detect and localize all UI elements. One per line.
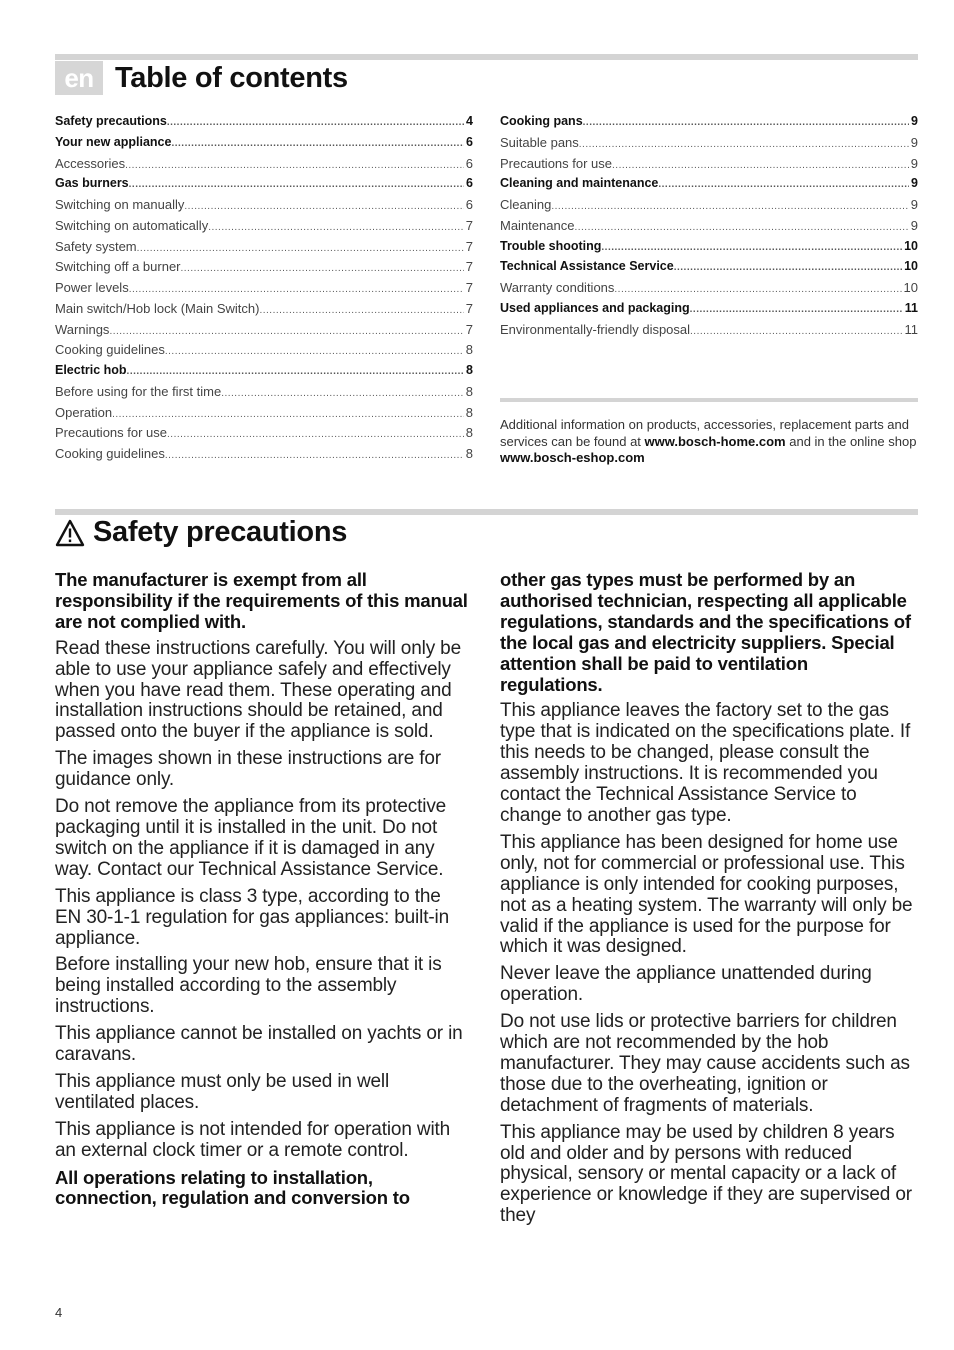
toc-dot-leader xyxy=(125,160,464,171)
toc-entry-label: Gas burners xyxy=(55,176,129,191)
toc-dot-leader xyxy=(167,429,464,440)
toc-dot-leader xyxy=(221,388,464,399)
info-note xyxy=(500,417,918,467)
toc-dot-leader xyxy=(601,242,902,253)
toc-entry-label: Precautions for use xyxy=(500,155,613,171)
bold-paragraph: other gas types must be performed by an authorised technician, respecting all applicable regulations, standards and the specifications of the local gas and electricity suppliers. Special attention shall be paid to ventilation regulations. xyxy=(500,569,911,695)
toc-entry-page: 9 xyxy=(911,114,918,128)
toc-entry[interactable] xyxy=(500,280,918,301)
toc-entry-label: Cooking guidelines xyxy=(55,342,165,358)
body-paragraph: The images shown in these instructions are for guidance only. xyxy=(55,748,441,791)
link-bosch-home[interactable]: www.bosch-home.com xyxy=(644,433,786,449)
warning-triangle-icon xyxy=(55,519,85,547)
toc-entry-page: 6 xyxy=(465,155,473,171)
toc-entry-label: Your new appliance xyxy=(55,134,172,149)
toc-entry[interactable] xyxy=(500,135,918,156)
toc-entry-page: 10 xyxy=(904,259,918,274)
toc-entry-label: Main switch/Hob lock (Main Switch) xyxy=(55,300,260,316)
toc-entry[interactable] xyxy=(500,239,918,260)
toc-dot-leader xyxy=(109,326,463,337)
toc-entry-label: Environmentally-friendly disposal xyxy=(500,321,691,337)
toc-dot-leader xyxy=(690,326,902,337)
language-tag: en xyxy=(55,61,103,95)
toc-entry[interactable] xyxy=(500,156,918,177)
toc-right-column xyxy=(500,114,918,342)
body-paragraph: This appliance cannot be installed on yachts or in caravans. xyxy=(55,1023,463,1066)
toc-dot-leader xyxy=(167,117,464,128)
toc-entry[interactable] xyxy=(55,135,473,156)
toc-entry[interactable] xyxy=(500,218,918,239)
toc-dot-leader xyxy=(112,409,464,420)
toc-entry[interactable] xyxy=(55,322,473,343)
toc-entry-page: 7 xyxy=(465,300,473,316)
toc-entry-page: 7 xyxy=(465,321,473,337)
toc-entry[interactable] xyxy=(500,114,918,135)
toc-entry-label: Before using for the first time xyxy=(55,383,222,399)
toc-entry-page: 8 xyxy=(465,404,473,420)
toc-dot-leader xyxy=(574,222,908,233)
toc-dot-leader xyxy=(208,222,464,233)
body-paragraph: Never leave the appliance unattended during operation. xyxy=(500,963,872,1006)
toc-entry[interactable] xyxy=(500,322,918,343)
toc-entry[interactable] xyxy=(500,259,918,280)
toc-entry-label: Safety precautions xyxy=(55,114,167,128)
toc-entry-label: Trouble shooting xyxy=(500,238,602,253)
toc-entry-label: Cleaning and maintenance xyxy=(500,176,659,191)
info-rule xyxy=(500,398,918,402)
toc-entry-label: Warranty conditions xyxy=(500,280,615,295)
toc-dot-leader xyxy=(674,262,902,273)
toc-entry-page: 8 xyxy=(465,446,473,461)
toc-dot-leader xyxy=(184,201,463,212)
body-paragraph: This appliance is class 3 type, according to the EN 30-1-1 regulation for gas appliances: built-in appliance. xyxy=(55,885,449,949)
toc-dot-leader xyxy=(127,366,465,377)
toc-dot-leader xyxy=(579,139,909,150)
toc-entry-label: Cooking guidelines xyxy=(55,446,165,461)
toc-entry-label: Warnings xyxy=(55,321,110,337)
toc-entry-label: Suitable pans xyxy=(500,134,579,150)
toc-dot-leader xyxy=(614,284,901,295)
toc-left-column xyxy=(55,114,473,467)
safety-heading xyxy=(55,516,347,549)
toc-entry-label: Switching off a burner xyxy=(55,259,181,275)
toc-dot-leader xyxy=(129,284,464,295)
toc-header xyxy=(55,60,348,96)
toc-entry[interactable] xyxy=(55,176,473,197)
toc-entry-label: Switching on automatically xyxy=(55,217,209,233)
toc-entry-label: Operation xyxy=(55,404,113,420)
toc-dot-leader xyxy=(612,160,909,171)
toc-entry-page: 7 xyxy=(465,259,473,275)
toc-entry[interactable] xyxy=(55,384,473,405)
toc-entry-label: Technical Assistance Service xyxy=(500,259,674,274)
body-paragraph: This appliance has been designed for home use only, not for commercial or professional use. This appliance is only intended for cooking purposes, not as a heating system. The warranty will only be valid if the appliance is used for the purpose for which it was designed. xyxy=(500,831,913,958)
toc-entry[interactable] xyxy=(55,197,473,218)
toc-entry-label: Cooking pans xyxy=(500,114,583,128)
toc-entry-label: Precautions for use xyxy=(55,425,168,441)
safety-left-column xyxy=(55,570,470,1215)
section-rule xyxy=(55,509,918,515)
toc-dot-leader xyxy=(171,138,464,149)
toc-dot-leader xyxy=(551,201,908,212)
toc-entry-page: 8 xyxy=(466,363,473,377)
toc-entry[interactable] xyxy=(55,280,473,301)
body-paragraph: Before installing your new hob, ensure that it is being installed according to the assembly instructions. xyxy=(55,954,442,1018)
body-paragraph: Do not use lids or protective barriers for children which are not recommended by the hob manufacturer. They may cause accidents such as those due to the overheating, ignition or detachment of fragments of materials. xyxy=(500,1011,910,1116)
toc-entry-label: Cleaning xyxy=(500,197,552,212)
toc-dot-leader xyxy=(583,117,909,128)
toc-entry-page: 7 xyxy=(465,217,473,233)
toc-entry-label: Used appliances and packaging xyxy=(500,300,690,315)
toc-dot-leader xyxy=(690,304,903,315)
toc-dot-leader xyxy=(165,450,464,461)
toc-dot-leader xyxy=(658,179,909,190)
body-paragraph: This appliance is not intended for operation with an external clock timer or a remote control. xyxy=(55,1118,451,1161)
toc-entry[interactable] xyxy=(500,301,918,322)
toc-title: Table of contents xyxy=(115,61,348,94)
toc-dot-leader xyxy=(137,243,464,254)
toc-entry-label: Safety system xyxy=(55,238,137,254)
toc-entry-page: 9 xyxy=(910,217,918,233)
info-text-2: and in the online shop xyxy=(785,433,917,449)
toc-dot-leader xyxy=(181,263,464,274)
body-paragraph: This appliance leaves the factory set to the gas type that is indicated on the specifications plate. If this needs to be changed, please consult the assembly instructions. It is recommended you contact the Technical Assistance Service to change to another gas type. xyxy=(500,700,911,826)
bold-paragraph: All operations relating to installation, connection, regulation and conversion to xyxy=(55,1166,410,1209)
toc-dot-leader xyxy=(129,179,464,190)
bold-paragraph: The manufacturer is exempt from all responsibility if the requirements of this manual are not complied with. xyxy=(55,569,468,632)
toc-entry-page: 9 xyxy=(910,197,918,212)
toc-entry-page: 4 xyxy=(466,114,473,128)
safety-right-column xyxy=(500,570,915,1233)
toc-entry[interactable] xyxy=(55,405,473,426)
toc-entry[interactable] xyxy=(55,239,473,260)
toc-entry-page: 10 xyxy=(903,280,918,295)
toc-entry[interactable] xyxy=(55,218,473,239)
toc-entry-page: 9 xyxy=(911,176,918,191)
toc-entry[interactable] xyxy=(55,259,473,280)
toc-entry-label: Maintenance xyxy=(500,217,575,233)
toc-entry-label: Power levels xyxy=(55,280,129,295)
toc-entry[interactable] xyxy=(55,363,473,384)
toc-entry-page: 8 xyxy=(465,425,473,441)
toc-entry-label: Switching on manually xyxy=(55,197,185,212)
toc-entry[interactable] xyxy=(55,114,473,135)
toc-entry[interactable] xyxy=(55,342,473,363)
toc-entry[interactable] xyxy=(500,197,918,218)
toc-entry-label: Electric hob xyxy=(55,363,127,377)
link-bosch-eshop[interactable]: www.bosch-eshop.com xyxy=(500,450,645,465)
toc-entry-label: Accessories xyxy=(55,155,126,171)
toc-entry-page: 11 xyxy=(904,321,918,337)
toc-entry-page: 9 xyxy=(910,134,918,150)
body-paragraph: Do not remove the appliance from its protective packaging until it is installed in the unit. Do not switch on the appliance if it is damaged in any way. Contact our Technical Assistance Service. xyxy=(55,796,447,880)
toc-entry[interactable] xyxy=(500,176,918,197)
body-paragraph: This appliance may be used by children 8 years old and older and by persons with reduced physical, sensory or mental capacity or a lack of experience or knowledge if they are supervised or they xyxy=(500,1121,912,1227)
safety-title: Safety precautions xyxy=(93,516,348,548)
toc-entry[interactable] xyxy=(55,425,473,446)
toc-entry[interactable] xyxy=(55,156,473,177)
toc-entry-page: 6 xyxy=(466,176,473,191)
toc-entry-page: 6 xyxy=(465,197,473,212)
toc-dot-leader xyxy=(165,346,464,357)
toc-entry-page: 7 xyxy=(465,280,473,295)
toc-entry-page: 8 xyxy=(465,342,473,358)
toc-entry[interactable] xyxy=(55,301,473,322)
body-paragraph: Read these instructions carefully. You will only be able to use your appliance safely and effectively when you have read them. These operating and installation instructions should be retained, and passed onto the buyer if the appliance is sold. xyxy=(55,637,462,743)
page-number: 4 xyxy=(55,1305,63,1320)
body-paragraph: This appliance must only be used in well ventilated places. xyxy=(55,1070,390,1113)
toc-dot-leader xyxy=(259,305,463,316)
toc-entry-page: 9 xyxy=(910,155,918,171)
toc-entry-page: 10 xyxy=(904,238,918,253)
info-text-1: Additional information on products, accessories, replacement parts and services can be found at xyxy=(500,417,909,449)
toc-entry-page: 8 xyxy=(465,383,473,399)
toc-entry[interactable] xyxy=(55,446,473,467)
toc-entry-page: 6 xyxy=(466,134,473,149)
toc-entry-page: 7 xyxy=(465,238,473,254)
toc-entry-page: 11 xyxy=(904,300,918,315)
